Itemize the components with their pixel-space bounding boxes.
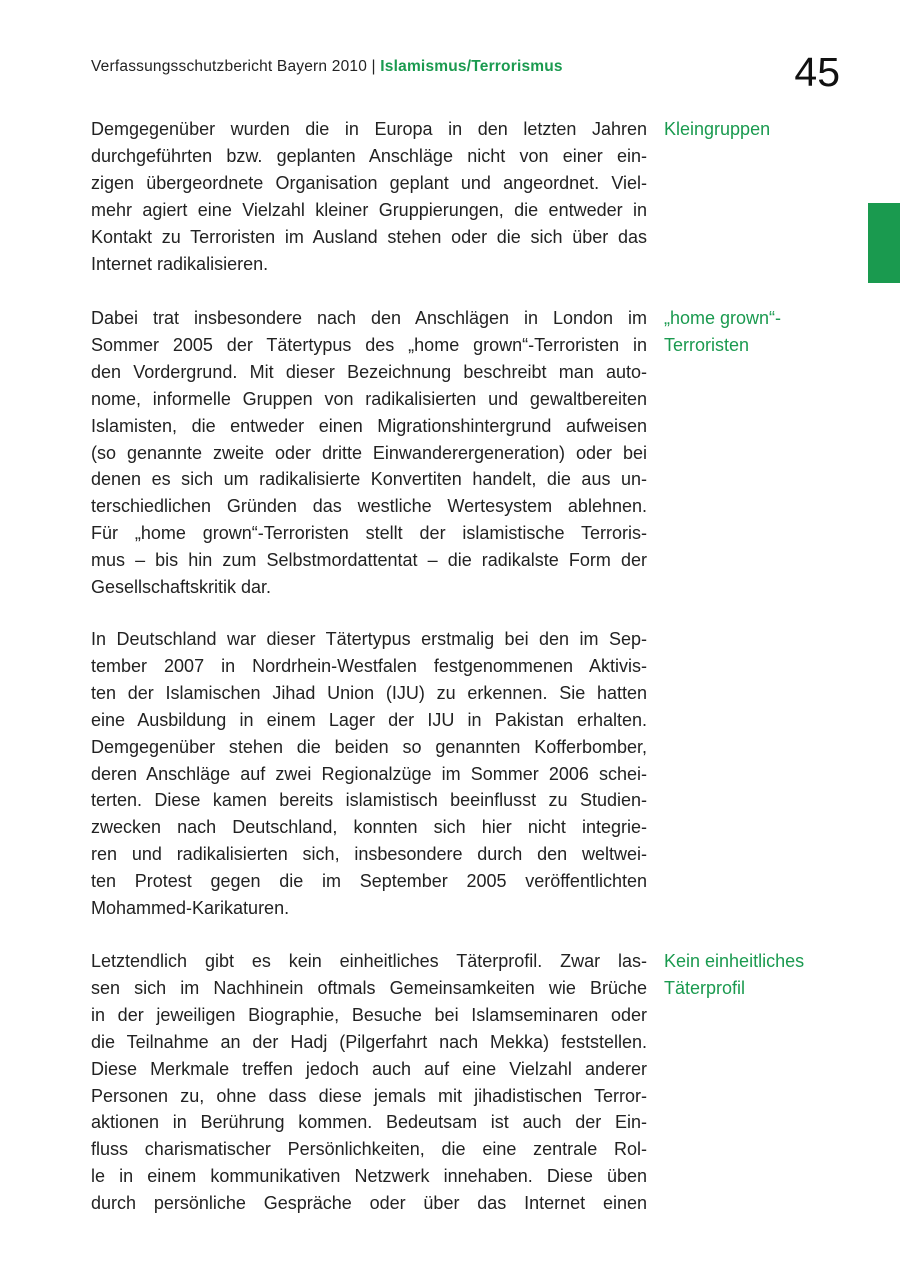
paragraph-3 bbox=[91, 626, 647, 922]
running-header bbox=[91, 58, 563, 76]
chapter-tab-marker bbox=[868, 203, 900, 283]
text-line: Letztendlich gibt es kein einheitliches Täterprofil. Zwar las- bbox=[91, 951, 647, 971]
section-title: Islamismus/Terrorismus bbox=[380, 58, 563, 75]
text-line: denen es sich um radikalisierte Konvertiten handelt, die aus un- bbox=[91, 469, 647, 490]
text-line: eine Ausbildung in einem Lager der IJU in Pakistan erhalten. bbox=[91, 709, 647, 730]
paragraph-1 bbox=[91, 116, 647, 277]
paragraph-4 bbox=[91, 948, 647, 1217]
text-line: terschiedlichen Gründen das westliche Wertesystem ablehnen. bbox=[91, 496, 647, 517]
text-line: aktionen in Berührung kommen. Bedeutsam ist auch der Ein- bbox=[91, 1112, 647, 1133]
margin-note-taeterprofil bbox=[664, 948, 864, 1002]
text-line: Kontakt zu Terroristen im Ausland stehen oder die sich über das bbox=[91, 226, 647, 247]
text-line: die Teilnahme an der Hadj (Pilgerfahrt nach Mekka) feststellen. bbox=[91, 1031, 647, 1052]
text-line: Sommer 2005 der Tätertypus des „home grown“-Terroristen in bbox=[91, 334, 647, 355]
paragraph-2 bbox=[91, 305, 647, 601]
margin-note-line: Kein einheitliches bbox=[664, 951, 805, 971]
text-line: Demgegenüber stehen die beiden so genannten Kofferbomber, bbox=[91, 736, 647, 757]
text-line: Personen zu, ohne dass diese jemals mit jihadistischen Terror- bbox=[91, 1085, 647, 1106]
margin-note-line: „home grown“- bbox=[664, 308, 782, 328]
text-line: nome, informelle Gruppen von radikalisierten und gewaltbereiten bbox=[91, 388, 647, 409]
report-title: Verfassungsschutzbericht Bayern 2010 bbox=[91, 58, 368, 75]
text-line: mus – bis hin zum Selbstmordattentat – die radikalste Form der bbox=[91, 550, 647, 571]
text-line: durch persönliche Gespräche oder über das Internet einen bbox=[91, 1193, 647, 1214]
text-line: In Deutschland war dieser Tätertypus erstmalig bei den im Sep- bbox=[91, 629, 647, 649]
text-line: Dabei trat insbesondere nach den Anschlägen in London im bbox=[91, 308, 647, 328]
margin-note-home-grown bbox=[664, 305, 864, 359]
margin-note-line: Terroristen bbox=[664, 334, 750, 355]
margin-note-line: Täterprofil bbox=[664, 977, 746, 998]
text-line: den Vordergrund. Mit dieser Bezeichnung beschreibt man auto- bbox=[91, 361, 647, 382]
text-line: ten der Islamischen Jihad Union (IJU) zu erkennen. Sie hatten bbox=[91, 682, 647, 703]
text-line: tember 2007 in Nordrhein-Westfalen festgenommenen Aktivis- bbox=[91, 655, 647, 676]
text-line: zwecken nach Deutschland, konnten sich hier nicht integrie- bbox=[91, 817, 647, 838]
header-separator: | bbox=[371, 58, 376, 75]
text-line: ren und radikalisierten sich, insbesondere durch den weltwei- bbox=[91, 844, 647, 865]
text-line: ten Protest gegen die im September 2005 veröffentlichten bbox=[91, 871, 647, 892]
text-line: Internet radikalisieren. bbox=[91, 253, 269, 274]
text-line: sen sich im Nachhinein oftmals Gemeinsamkeiten wie Brüche bbox=[91, 977, 647, 998]
margin-note-kleingruppen bbox=[664, 116, 864, 143]
text-line: Für „home grown“-Terroristen stellt der islamistische Terroris- bbox=[91, 523, 647, 544]
text-line: (so genannte zweite oder dritte Einwanderergeneration) oder bei bbox=[91, 442, 647, 463]
text-line: Demgegenüber wurden die in Europa in den letzten Jahren bbox=[91, 119, 647, 139]
page-number: 45 bbox=[794, 49, 840, 95]
text-line: Diese Merkmale treffen jedoch auch auf eine Vielzahl anderer bbox=[91, 1058, 647, 1079]
text-line: deren Anschläge auf zwei Regionalzüge im Sommer 2006 schei- bbox=[91, 763, 647, 784]
text-line: Mohammed-Karikaturen. bbox=[91, 898, 290, 919]
text-line: fluss charismatischer Persönlichkeiten, die eine zentrale Rol- bbox=[91, 1139, 647, 1160]
text-line: in der jeweiligen Biographie, Besuche bei Islamseminaren oder bbox=[91, 1004, 647, 1025]
text-line: Gesellschaftskritik dar. bbox=[91, 577, 272, 598]
text-line: mehr agiert eine Vielzahl kleiner Gruppierungen, die entweder in bbox=[91, 199, 647, 220]
text-line: Islamisten, die entweder einen Migrationshintergrund aufweisen bbox=[91, 415, 647, 436]
margin-note-line: Kleingruppen bbox=[664, 119, 771, 139]
text-line: le in einem kommunikativen Netzwerk innehaben. Diese üben bbox=[91, 1166, 647, 1187]
text-line: zigen übergeordnete Organisation geplant und angeordnet. Viel- bbox=[91, 172, 647, 193]
text-line: terten. Diese kamen bereits islamistisch beeinflusst zu Studien- bbox=[91, 790, 647, 811]
text-line: durchgeführten bzw. geplanten Anschläge nicht von einer ein- bbox=[91, 145, 647, 166]
